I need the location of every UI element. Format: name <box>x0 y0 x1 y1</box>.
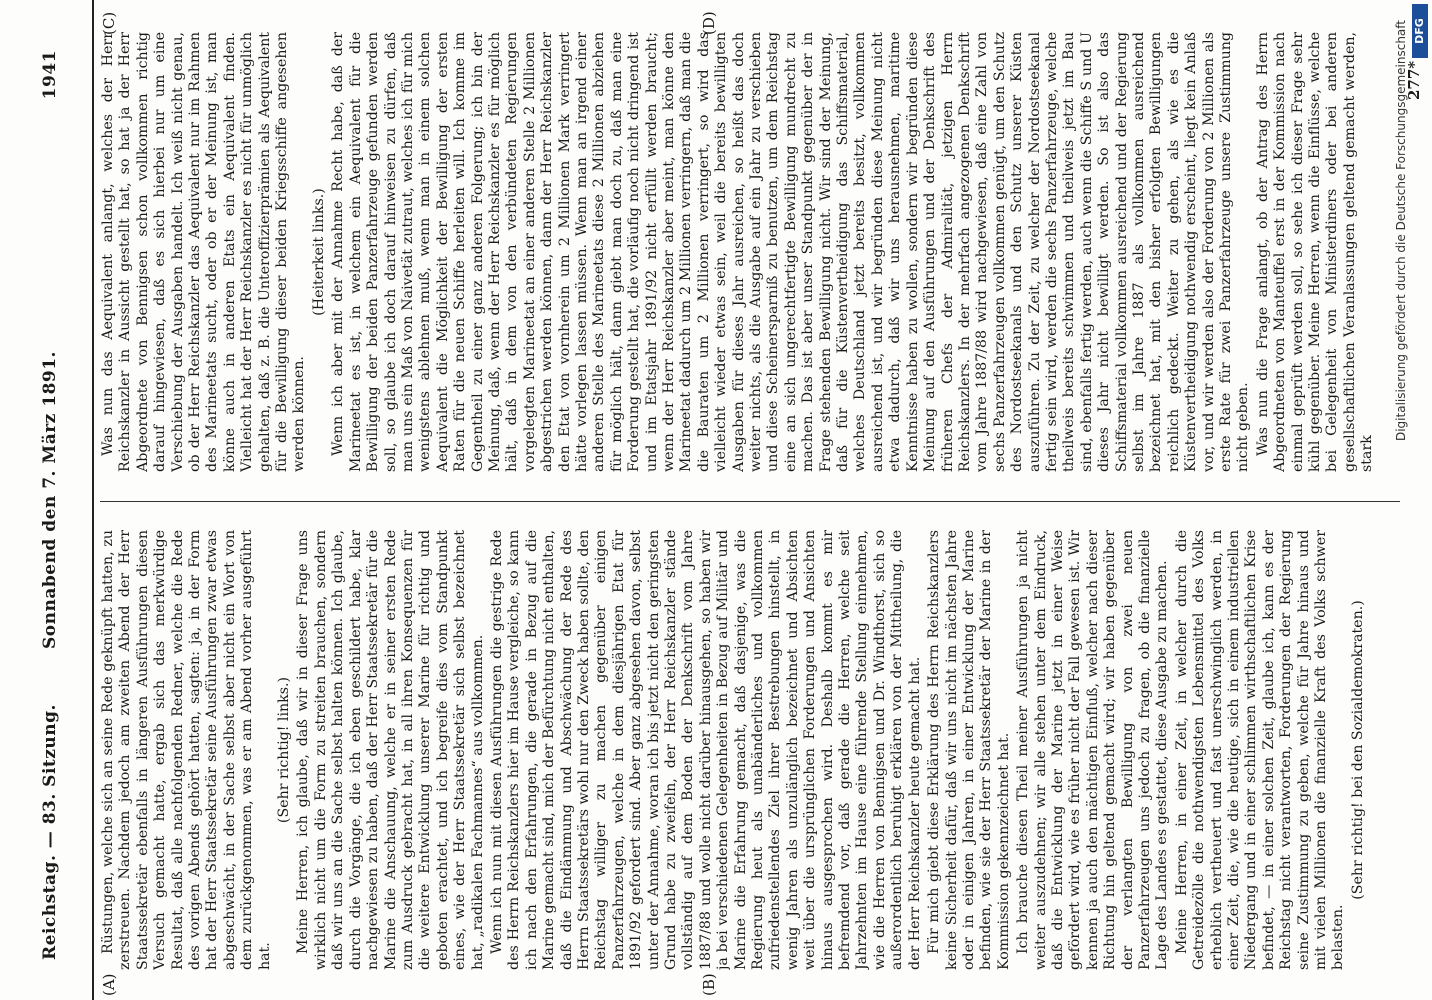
paragraph: Meine Herren, ich glaube, daß wir in dieser Frage uns wirklich nicht um die Form zu streiten brauchen, sondern daß wir uns an die Sache selbst halten können. Ich glaube, durch die Vorgänge, die ich eben geschildert habe, klar nachgewiesen zu haben, daß der Herr Staatssekretär für die Marine die Anschauung, welche er in seiner ersten Rede zum Ausdruck gebracht hat, in all ihren Konsequenzen für die weitere Entwicklung unserer Marine für richtig und geboten erachtet, und ich begreife dies vom Standpunkt eines, wie der Herr Staatssekretär sich selbst bezeichnet hat, „radikalen Fachmannes“ aus vollkommen. <box>295 530 486 970</box>
dfg-logo-text: DFG <box>1413 18 1426 44</box>
margin-marker-c: (C) <box>100 11 118 35</box>
paragraph: Wenn ich nun mit diesen Ausführungen die gestrige Rede des Herrn Reichskanzlers hier im Hause vergleiche, so kann ich nach den Erfahrungen, die gerade in Bezug auf die Marine gemacht sind, mich der Befürchtung nicht enthalten, daß die Eindämmung und Abschwächung der Rede des Herrn Staatssekretärs wohl nur den Zweck haben sollte, den Reichstag williger zu machen gegenüber einigen Panzerfahrzeugen, welche in dem diesjährigen Etat für 1891/92 gefordert sind. Aber ganz abgesehen davon, selbst unter der Annahme, woran ich bis jetzt nicht den geringsten Grund habe zu zweifeln, der Herr Reichskanzler stände vollständig auf dem Boden der Denkschrift vom Jahre 1887/88 und wolle nicht darüber hinausgehen, so haben wir ja bei verschiedenen Gelegenheiten in Bezug auf Militär und Marine die Erfahrung gemacht, daß dasjenige, was die Regierung heut als unabänderliches und vollkommen zufriedenstellendes Ziel ihrer Bestrebungen hinstellt, in wenig Jahren als unzulänglich bezeichnet und Absichten weit über die ursprünglichen Forderungen und Ansichten hinaus ausgesprochen wird. Deshalb kommt es mir befremdend vor, daß gerade die Herren, welche seit Jahrzehnten im Hause eine führende Stellung einnehmen, wie die Herren von Bennigsen und Dr. Windthorst, sich so außerordentlich beruhigt erklären von der Mittheilung, die der Herr Reichskanzler heute gemacht hat. <box>488 530 923 970</box>
column-divider <box>100 501 1400 502</box>
interjection: (Heiterkeit links.) <box>310 188 327 316</box>
dfg-logo <box>1412 4 1428 58</box>
bottom-page-number: 277* <box>1405 60 1423 100</box>
margin-marker-d: (D) <box>700 11 718 35</box>
left-column <box>100 530 1400 970</box>
paragraph: Meine Herren, in einer Zeit, in welcher durch die Getreidezölle die nothwendigsten Lebensmittel des Volks erheblich vertheuert und fast unerschwinglich werden, in einer Zeit, die, wie die heutige, sich in einem industriellen Niedergang und in einer schlimmen wirthschaftlichen Krise befindet, — in einer solchen Zeit, glaube ich, kann es der Reichstag nicht verantworten, Forderungen der Regierung seine Zustimmung zu geben, welche für Jahre hinaus und mit vielen Millionen die finanzielle Kraft des Volks schwer belasten. <box>1173 530 1347 970</box>
header-session: Reichstag. — 83. Sitzung. <box>40 704 60 960</box>
paragraph: Was nun die Frage anlangt, ob der Antrag des Herrn Abgeordneten von Manteuffel erst in der Kommission nach einmal geprüft werden soll, so sehe ich dieser Frage sehr kühl gegenüber. Meine Herren, wenn die Einflüsse, welche bei Gelegenheit von Ministerdiners oder bei anderen gesellschaftlichen Veranlassungen geltend gemacht werden, stark <box>1254 32 1376 472</box>
dfg-credit-strip <box>1392 20 1416 1000</box>
header-date: Sonnabend den 7. März 1891. <box>40 351 60 649</box>
paragraph: Wenn ich aber mit der Annahme Recht habe, daß der Marineetat es ist, in welchem ein Aequivalent für die Bewilligung der beiden Panzerfahrzeuge gefunden werden soll, so glaube ich doch darauf hinweisen zu dürfen, daß man uns ein Maß von Naivetät zutraut, welches ich für mich wenigstens ablehnen muß, wenn man in einem solchen Aequivalent die Möglichkeit der Bewilligung der ersten Raten für die neuen Schiffe herleiten will. Ich komme im Gegentheil zu einer ganz anderen Folgerung; ich bin der Meinung, daß, wenn der Herr Reichskanzler es für möglich hält, daß in dem von den verbündeten Regierungen vorgelegten Marineetat an einer anderen Stelle 2 Millionen abgestrichen werden können, dann der Herr Reichskanzler den Etat von vornherein um 2 Millionen Mark verringert hätte vorlegen lassen müssen. Wenn man an irgend einer anderen Stelle des Marineetats diese 2 Millionen abziehen für möglich hält, dann giebt man doch zu, daß man eine Forderung gestellt hat, die vorläufig noch nicht dringend ist und im Etatsjahr 1891/92 nicht erfüllt werden braucht; wenn der Herr Reichskanzler aber meint, man könne den Marineetat dadurch um 2 Millionen verringern, daß man die die Bauraten um 2 Millionen verringert, so wird das vielleicht wieder etwas sein, weil die bereits bewilligten Ausgaben für dieses Jahr ausreichen, so heißt das doch weiter nichts, als die Ausgabe auf ein Jahr zu verschieben und diese Scheinersparniß zu benutzen, um dem Reichstag eine an sich ungerechtfertigte Bewilligung mundrecht zu machen. Das ist aber unser Standpunkt gegenüber der in Frage stehenden Bewilligung nicht. Wir sind der Meinung, daß für die Küstenvertheidigung das Schiffsmaterial, welches Deutschland jetzt bereits besitzt, vollkommen ausreichend ist, und wir begründen diese Meinung nicht etwa dadurch, daß wir uns herausnehmen, maritime Kenntnisse haben zu wollen, sondern wir begründen diese Meinung auf den Ausführungen und der Denkschrift des früheren Chefs der Admiralität, jetzigen Herrn Reichskanzlers. In der mehrfach angezogenen Denkschrift vom Jahre 1887/88 wird nachgewiesen, daß eine Zahl von sechs Panzerfahrzeugen vollkommen genügt, um den Schutz des Nordostseekanals und den Schutz unserer Küsten auszuführen. Zu der Zeit, zu welcher der Nordostseekanal fertig sein wird, werden die sechs Panzerfahrzeuge, welche theilweis bereits schwimmen und theilweis jetzt im Bau sind, ebenfalls fertig werden, auch wenn die Schiffe S und U dieses Jahr nicht bewilligt werden. So ist also das Schiffsmaterial vollkommen ausreichend und der Regierung selbst im Jahre 1887 als vollkommen ausreichend bezeichnet hat, mit den bisher erfolgten Bewilligungen reichlich gedeckt. Weiter zu gehen, als wie es die Küstenvertheidigung nothwendig erscheint, liegt kein Anlaß vor, und wir werden also der Forderung von 2 Millionen als erste Rate für zwei Panzerfahrzeuge unsere Zustimmung nicht geben. <box>330 32 1252 472</box>
dfg-credit-text: Digitalisierung gefördert durch die Deutsche Forschungsgemeinschaft <box>1394 20 1408 442</box>
margin-marker-a: (A) <box>100 973 118 996</box>
paragraph: Ich brauche diesen Theil meiner Ausführungen ja nicht weiter auszudehnen; wir alle stehen unter dem Eindruck, daß die Entwicklung der Marine jetzt in einer Weise gefördert wird, wie es früher nicht der Fall gewesen ist. Wir kennen ja auch den mächtigen Einfluß, welcher nach dieser Richtung hin geltend gemacht wird; wir haben gegenüber der verlangten Bewilligung von zwei neuen Panzerfahrzeugen uns jedoch zu fragen, ob die finanzielle Lage des Landes es gestattet, diese Ausgabe zu machen. <box>1015 530 1171 970</box>
right-column <box>100 32 1400 472</box>
margin-marker-b: (B) <box>700 973 718 996</box>
interjection: (Sehr richtig! bei den Sozialdemokraten.) <box>1349 600 1366 900</box>
paragraph: Was nun das Aequivalent anlangt, welches der Herr Reichskanzler in Aussicht gestellt hat, so hat ja der Herr Abgeordnete von Bennigsen schon vollkommen richtig darauf hingewiesen, daß es sich hierbei nur um eine Verschiebung der Ausgaben handelt. Ich weiß nicht genau, ob der Herr Reichskanzler das Aequivalent nur im Rahmen des Marineetats sucht, oder ob er der Meinung ist, man könne auch in anderen Etats ein Aequivalent finden. Vielleicht hat der Herr Reichskanzler es nicht für unmöglich gehalten, daß z. B. die Unteroffizierprämien als Aequivalent für die Bewilligung dieser beiden Kriegsschiffe angesehen werden können. <box>100 32 308 472</box>
paragraph: Rüstungen, welche sich an seine Rede geknüpft hatten, zu zerstreuen. Nachdem jedoch am zweiten Abend der Herr Staatssekretär ebenfalls in längeren Ausführungen diesen Versuch gemacht hatte, ergab sich das merkwürdige Resultat, daß alle nachfolgenden Redner, welche die Rede des vorigen Abends gehört hatten, sagten: ja, in der Form hat der Herr Staatssekretär seine Ausführungen zwar etwas abgeschwächt, in der Sache selbst aber nicht ein Wort von dem zurückgenommen, was er am Abend vorher ausgeführt hat. <box>100 530 273 970</box>
header-page-number: 1941 <box>40 50 60 100</box>
paragraph: Für mich giebt diese Erklärung des Herrn Reichskanzlers keine Sicherheit dafür, daß wir uns nicht im nächsten Jahre oder in einigen Jahren, in einer Entwicklung der Marine befinden, wie sie der Herr Staatssekretär der Marine in der Kommission gekennzeichnet hat. <box>926 530 1012 970</box>
interjection: (Sehr richtig! links.) <box>276 676 293 824</box>
page-header <box>0 0 94 1000</box>
